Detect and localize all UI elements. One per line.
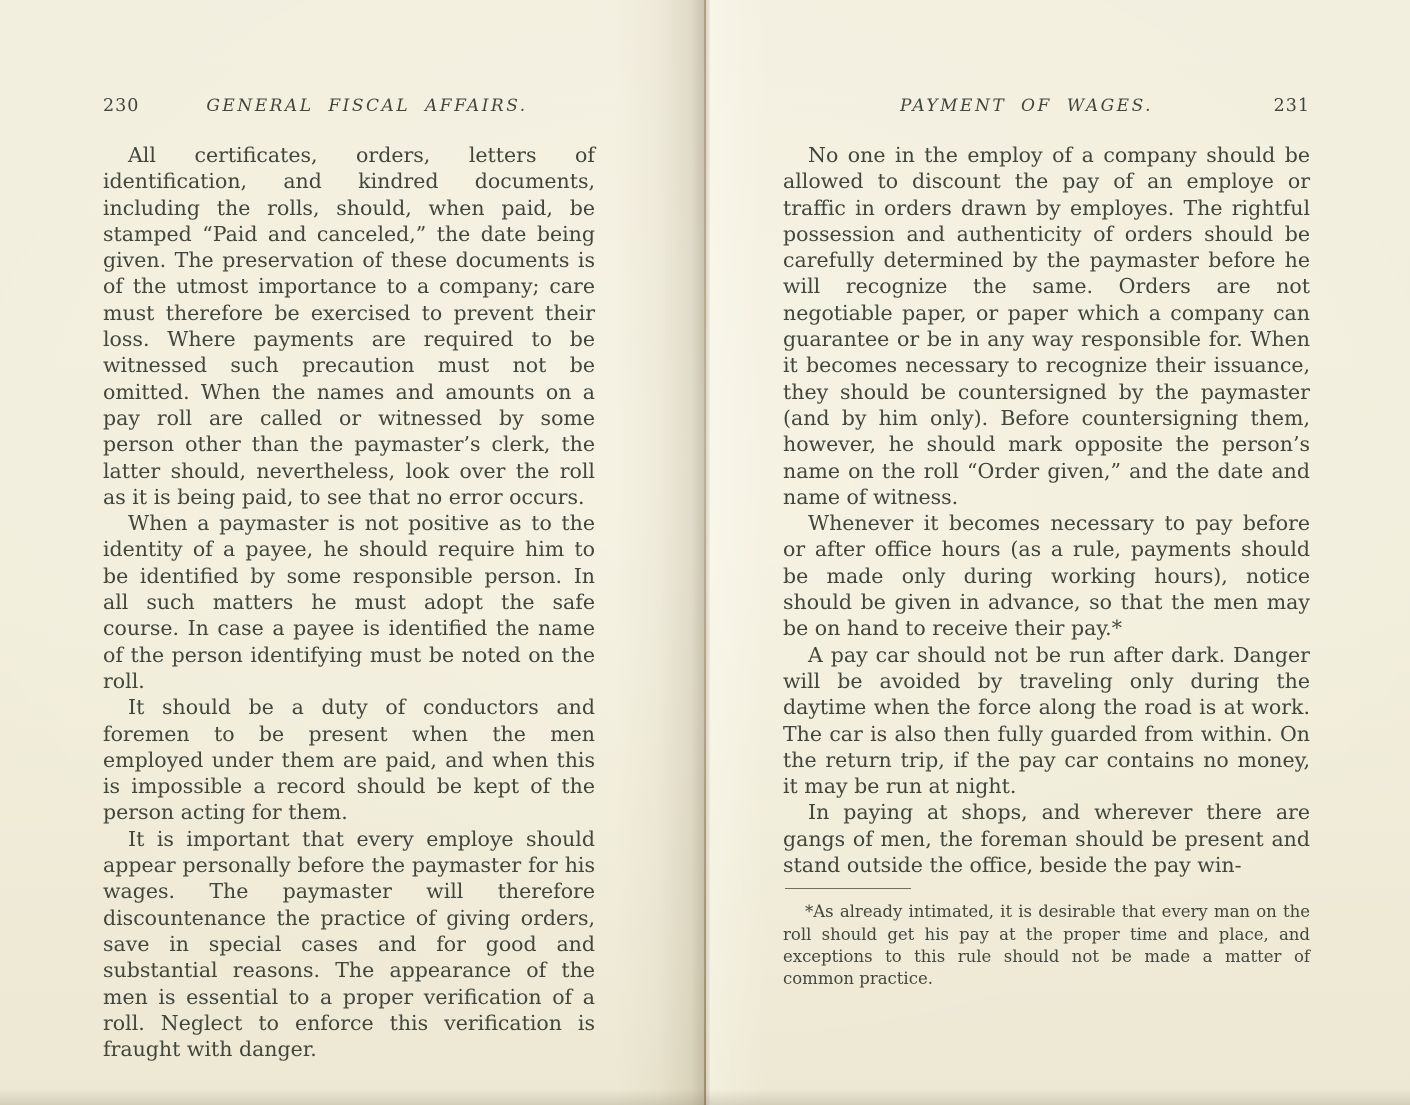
right-page-header <box>783 96 1310 122</box>
right-page-number: 231 <box>1273 96 1310 116</box>
paragraph: All certificates, orders, letters of identification, and kindred documents, including the rolls, should, when paid, be stamped “Paid and canceled,” the date being given. The preservation of these documents is of the utmost importance to a company; care must therefore be exercised to prevent their loss. Where payments are required to be witnessed such precaution must not be omitted. When the names and amounts on a pay roll are called or witnessed by some person other than the paymaster’s clerk, the latter should, nevertheless, look over the roll as it is being paid, to see that no error occurs. <box>103 143 595 509</box>
left-page-number: 230 <box>103 96 140 116</box>
paragraph: It is important that every employe should appear personally before the paymaster for his wages. The paymaster will therefore discountenance the practice of giving orders, save in special cases and for good and substantial reasons. The appearance of the men is essential to a proper verification of a roll. Neglect to enforce this verification is fraught with danger. <box>103 826 595 1062</box>
left-running-head: GENERAL FISCAL AFFAIRS. <box>206 96 528 116</box>
right-page <box>783 96 1310 991</box>
paragraph: It should be a duty of conductors and foremen to be present when the men employed under them are paid, and when this is impossible a record should be kept of the person acting for them. <box>103 695 595 825</box>
paragraph: Whenever it becomes necessary to pay before or after office hours (as a rule, payments should be made only during working hours), notice should be given in advance, so that the men may be on hand to receive their pay.* <box>783 511 1310 641</box>
paragraph: When a paymaster is not positive as to the identity of a payee, he should require him to be identified by some responsible person. In all such matters he must adopt the safe course. In case a payee is identified the name of the person identifying must be noted on the roll. <box>103 511 595 693</box>
right-running-head: PAYMENT OF WAGES. <box>899 96 1154 116</box>
right-page-sheen <box>706 0 766 1105</box>
paragraph: A pay car should not be run after dark. Danger will be avoided by traveling only during the daytime when the force along the road is at work. The car is also then fully guarded from within. On the return trip, if the pay car contains no money, it may be run at night. <box>783 642 1310 799</box>
left-page-body <box>103 142 595 1062</box>
left-page <box>103 96 595 1062</box>
paragraph: No one in the employ of a company should be allowed to discount the pay of an employe or traffic in orders drawn by employes. The rightful possession and authenticity of orders should be carefully determined by the paymaster before he will recognize the same. Orders are not negotiable paper, or paper which a company can guarantee or be in any way responsible for. When it becomes necessary to recognize their issuance, they should be countersigned by the paymaster (and by him only). Before countersigning them, however, he should mark opposite the person’s name on the roll “Order given,” and the date and name of witness. <box>783 143 1310 509</box>
paragraph: In paying at shops, and wherever there are gangs of men, the foreman should be present and stand outside the office, beside the pay win- <box>783 800 1310 878</box>
footnote <box>783 901 1310 990</box>
left-page-header <box>103 96 595 122</box>
page-gutter-shadow <box>615 0 710 1105</box>
right-page-body <box>783 142 1310 878</box>
footnote-separator <box>785 888 911 889</box>
scan-bottom-edge <box>0 1089 1410 1105</box>
footnote-text: *As already intimated, it is desirable that every man on the roll should get his pay at the proper time and place, and exceptions to this rule should not be made a matter of common practice. <box>783 902 1310 989</box>
